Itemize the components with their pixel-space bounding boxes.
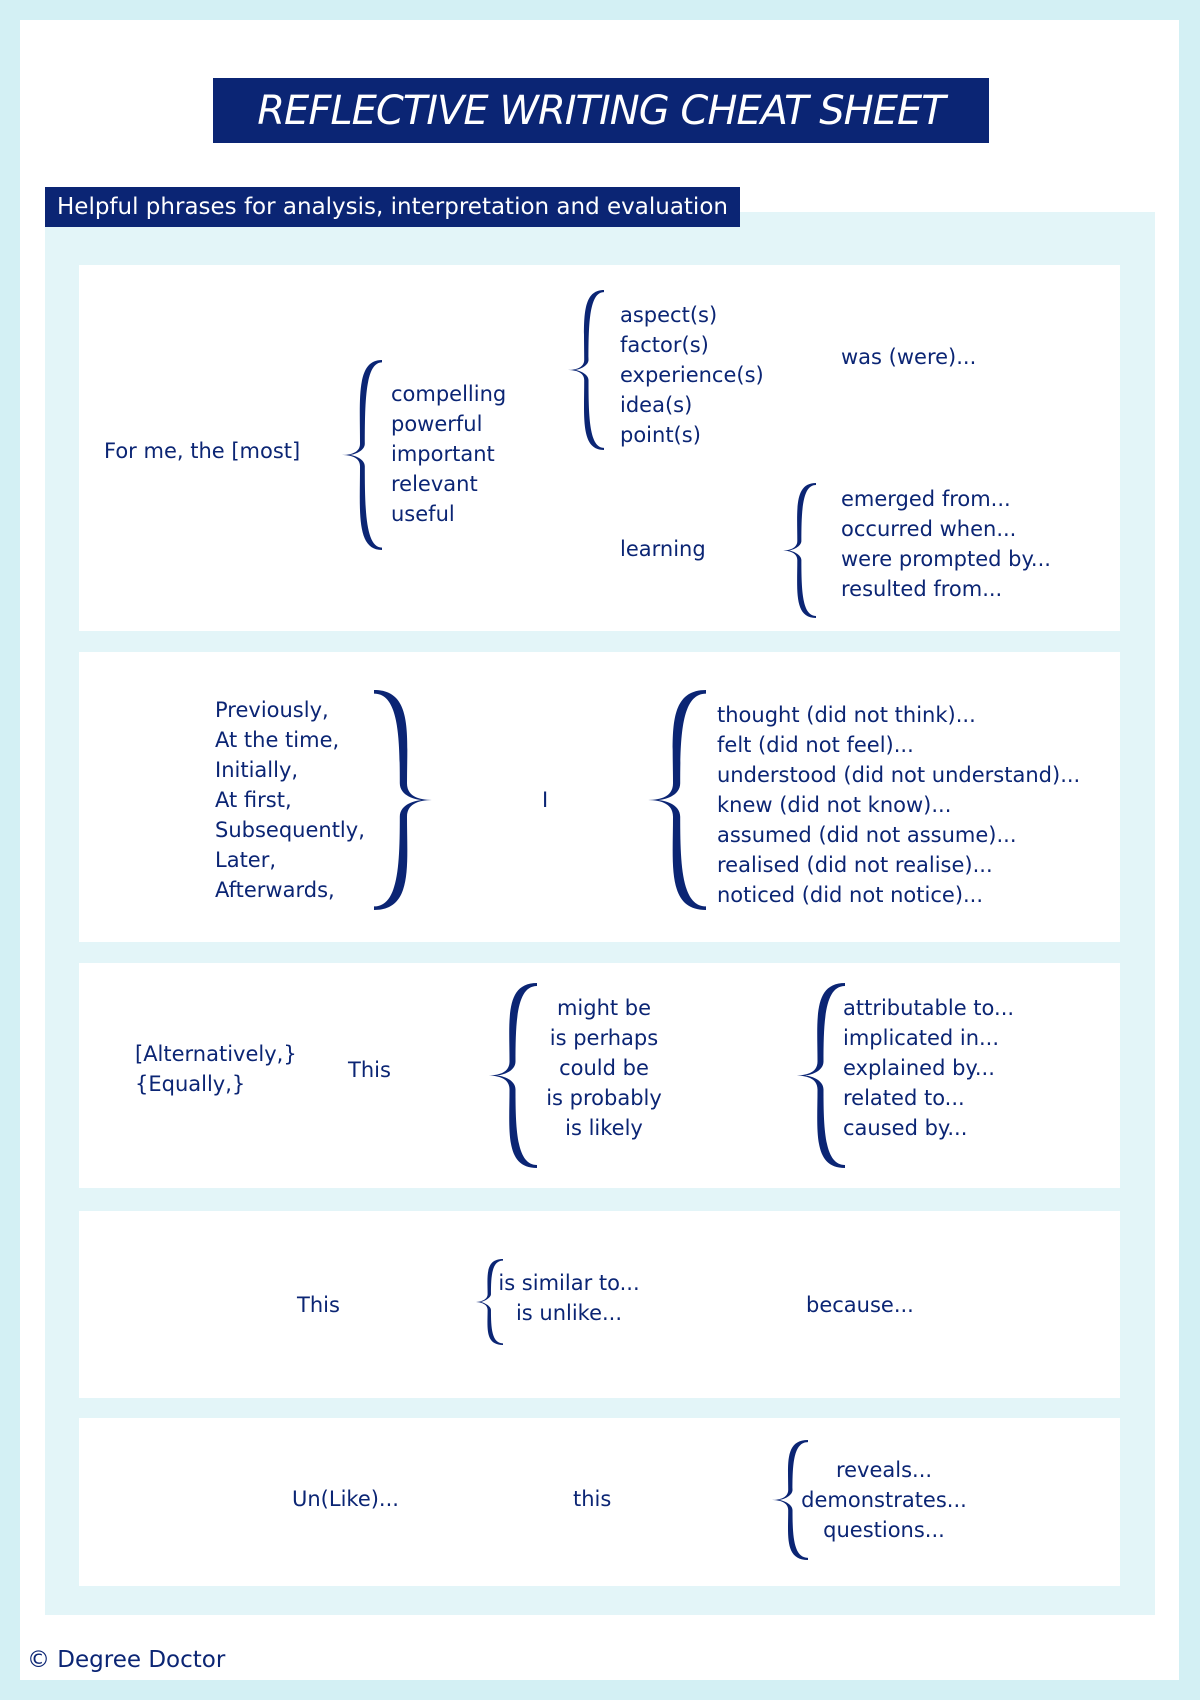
link-item: caused by... (843, 1116, 968, 1140)
adjective-item: relevant (391, 472, 478, 496)
left-brace-icon (646, 690, 706, 910)
phrase-card-4 (79, 1211, 1120, 1398)
verb-item: questions... (823, 1518, 945, 1542)
subject-word: this (573, 1487, 612, 1511)
connector-item: {Equally,} (135, 1072, 246, 1096)
time-word-item: Afterwards, (215, 878, 335, 902)
reason-word: because... (806, 1293, 914, 1317)
time-word-item: Previously, (215, 698, 329, 722)
verb-item: noticed (did not notice)... (717, 883, 984, 907)
noun-verb: was (were)... (841, 345, 977, 369)
phrase-card-3 (79, 963, 1120, 1188)
learning-verb-item: were prompted by... (841, 547, 1051, 571)
noun-item: factor(s) (620, 333, 709, 357)
verb-item: reveals... (835, 1458, 933, 1482)
verb-item: understood (did not understand)... (717, 763, 1081, 787)
phrase-start: Un(Like)... (292, 1487, 399, 1511)
verb-item: knew (did not know)... (717, 793, 952, 817)
copyright-footer: © Degree Doctor (27, 1647, 226, 1673)
subject-word: This (297, 1293, 340, 1317)
link-item: implicated in... (843, 1026, 1000, 1050)
time-word-item: Subsequently, (215, 818, 365, 842)
left-brace-icon (795, 983, 845, 1168)
link-item: explained by... (843, 1056, 995, 1080)
adjective-item: useful (391, 502, 455, 526)
page-title: REFLECTIVE WRITING CHEAT SHEET (213, 78, 989, 143)
section-subtitle: Helpful phrases for analysis, interpretation and evaluation (45, 187, 740, 227)
learning-verb-item: occurred when... (841, 517, 1017, 541)
modal-item: might be (556, 996, 652, 1020)
modal-item: is probably (546, 1086, 662, 1110)
link-item: related to... (843, 1086, 965, 1110)
right-brace-icon (374, 690, 434, 910)
time-word-item: At first, (215, 788, 292, 812)
left-brace-icon (568, 290, 604, 450)
connector-item: [Alternatively,} (135, 1042, 297, 1066)
comparison-item: is unlike... (515, 1301, 623, 1325)
pronoun-word: I (542, 788, 549, 812)
modal-item: could be (559, 1056, 649, 1080)
time-word-item: Later, (215, 848, 277, 872)
link-item: attributable to... (843, 996, 1015, 1020)
comparison-item: is similar to... (498, 1271, 640, 1295)
time-word-item: Initially, (215, 758, 299, 782)
noun-item: experience(s) (620, 363, 764, 387)
adjective-item: powerful (391, 412, 483, 436)
noun-item: idea(s) (620, 393, 693, 417)
adjective-item: compelling (391, 382, 507, 406)
phrase-card-5 (79, 1418, 1120, 1586)
noun-item: point(s) (620, 423, 701, 447)
verb-item: realised (did not realise)... (717, 853, 993, 877)
verb-item: assumed (did not assume)... (717, 823, 1017, 847)
time-word-item: At the time, (215, 728, 340, 752)
verb-item: thought (did not think)... (717, 703, 976, 727)
subject-word: This (348, 1058, 391, 1082)
verb-item: felt (did not feel)... (717, 733, 914, 757)
modal-item: is perhaps (549, 1026, 659, 1050)
noun-item: aspect(s) (620, 303, 718, 327)
left-brace-icon (342, 360, 382, 550)
phrase-start: For me, the [most] (104, 439, 301, 463)
phrase-card-2 (79, 652, 1120, 942)
modal-item: is likely (565, 1116, 643, 1140)
learning-verb-item: resulted from... (841, 577, 1003, 601)
left-brace-icon (782, 483, 816, 618)
learning-word: learning (620, 537, 706, 561)
verb-item: demonstrates... (801, 1488, 967, 1512)
phrase-card-1 (79, 265, 1120, 631)
adjective-item: important (391, 442, 495, 466)
learning-verb-item: emerged from... (841, 487, 1011, 511)
